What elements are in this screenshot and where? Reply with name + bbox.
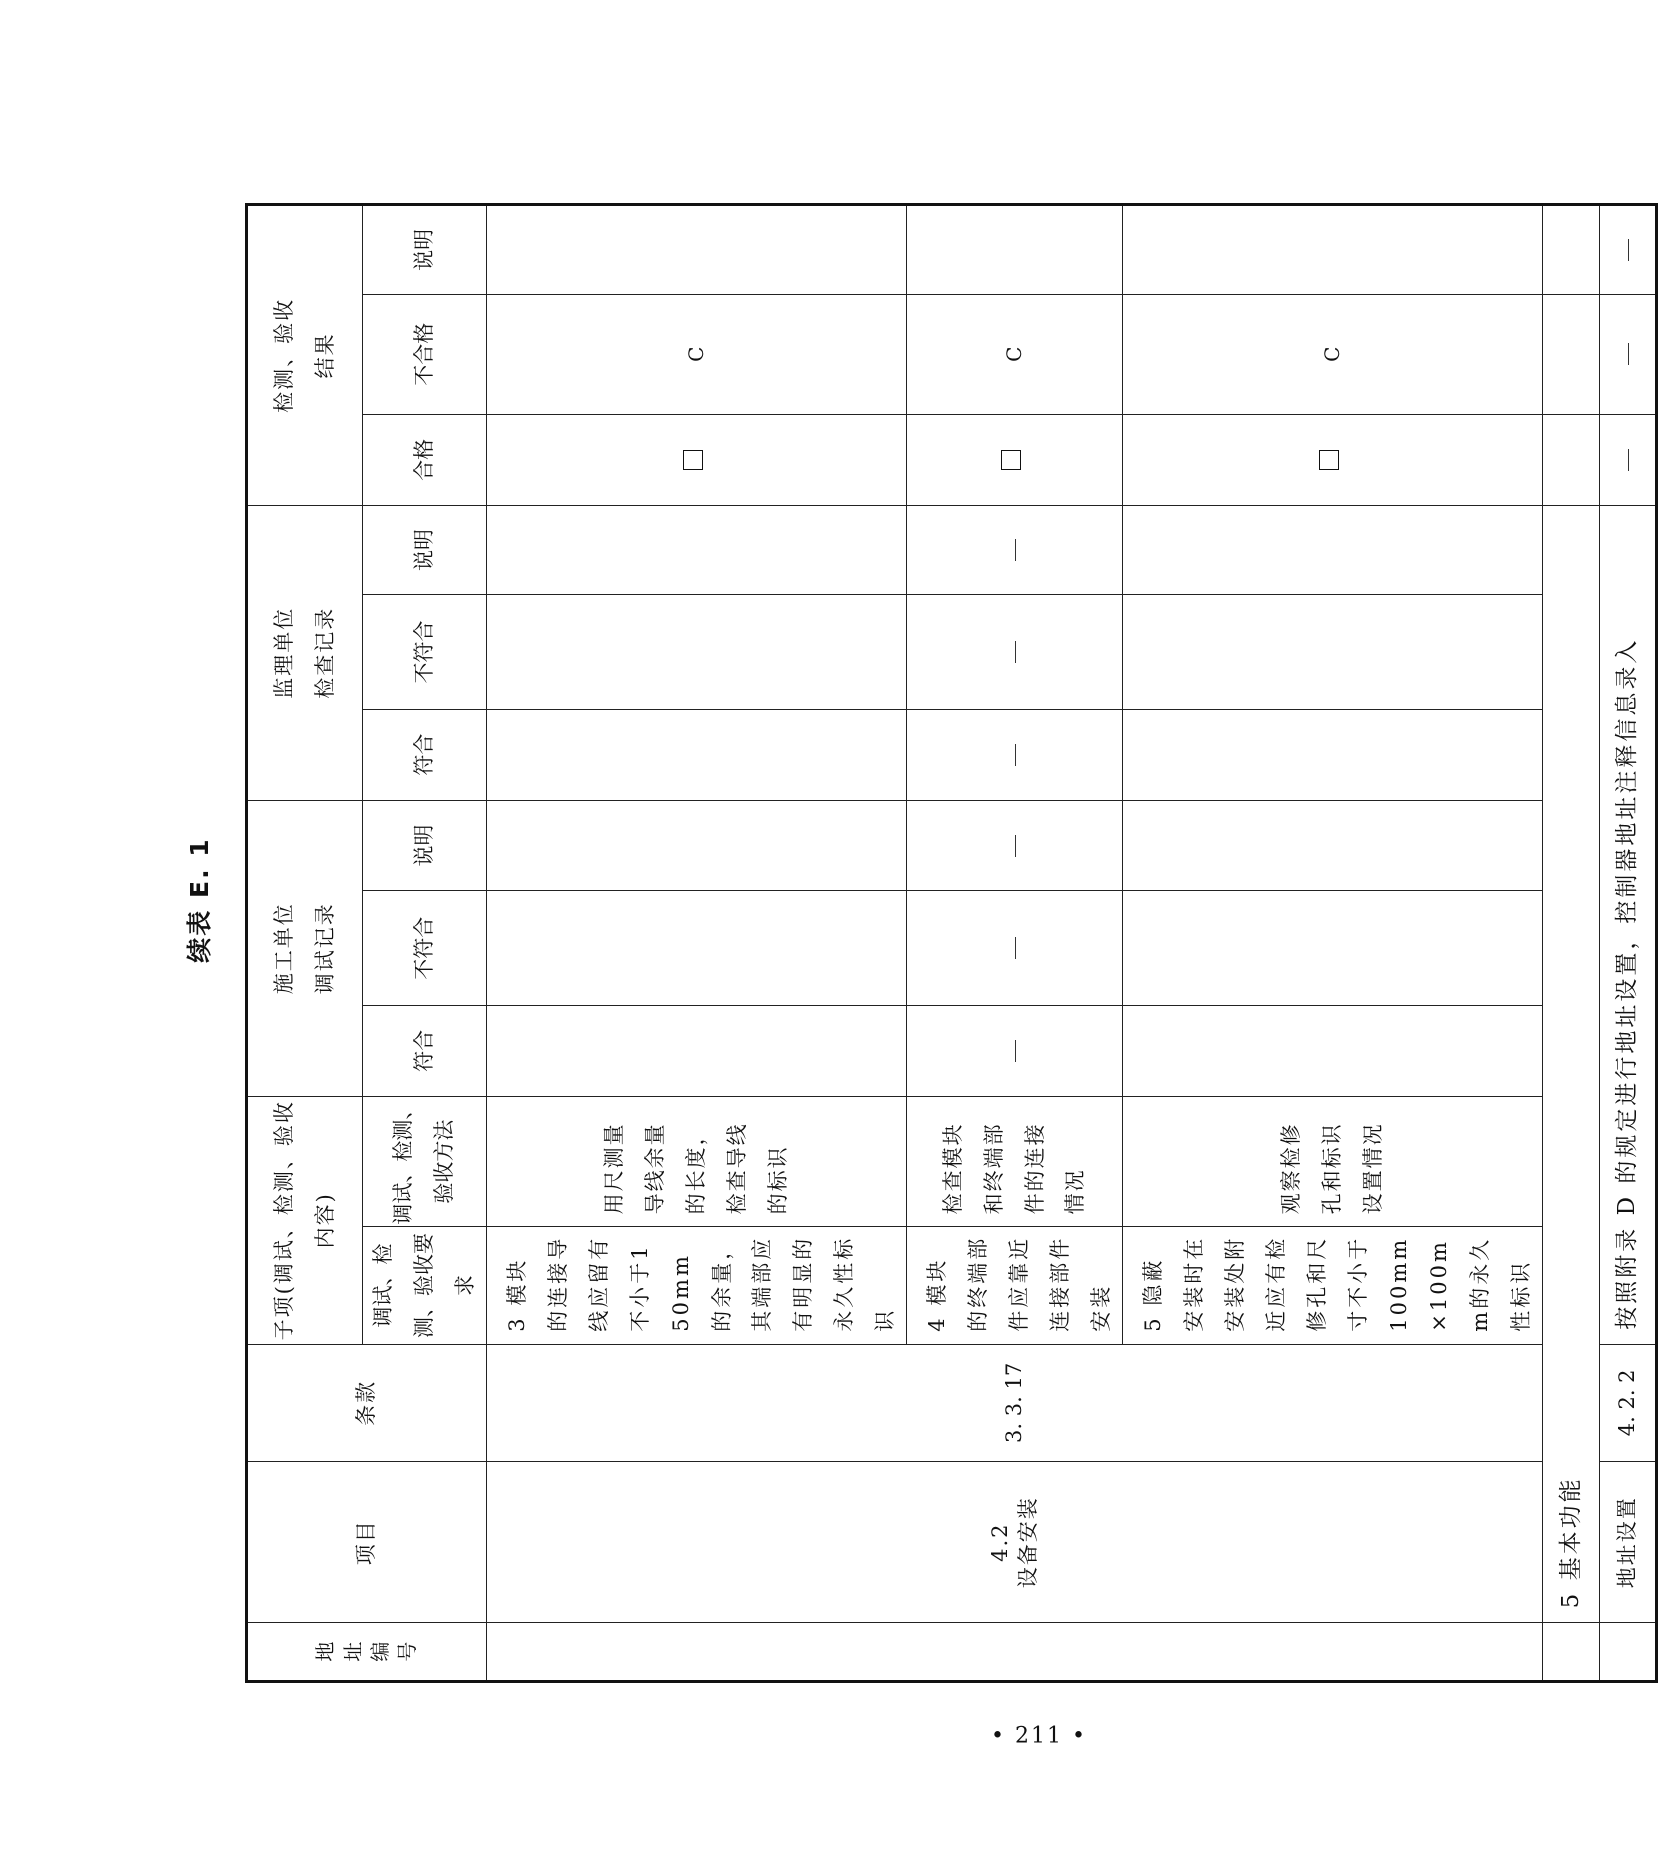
address-no-cell [486,1623,1542,1682]
clause-cell: 4. 2. 2 [1600,1344,1657,1461]
result-note-cell[interactable] [1122,205,1542,295]
result-mark: C [684,346,709,362]
clause-cell: 3. 3. 17 [486,1344,1542,1461]
result-note-cell[interactable] [486,205,906,295]
header-method: 调试、检测、验收方法 [363,1096,487,1227]
result-fail-cell [907,294,1123,414]
result-mark: C [1002,346,1027,362]
header-address-no: 地 址 编 号 [247,1623,487,1682]
construction-note-cell[interactable] [907,800,1123,891]
header-note: 说明 [363,800,487,891]
section-heading: 5 基本功能 [1543,505,1600,1623]
table-row [486,205,906,1682]
header-nonconform: 不符合 [363,891,487,1005]
result-pass-cell[interactable] [1122,414,1542,505]
project-cell: 地址设置 [1600,1462,1657,1623]
construction-conform-cell[interactable] [1122,1005,1542,1096]
inspection-table-sheet [245,203,1641,1683]
construction-nonconform-cell[interactable] [1122,891,1542,1005]
method-cell: 用尺测量导线余量的长度，检查导线的标识 [486,1096,906,1227]
supervision-note-cell[interactable] [907,505,1123,594]
supervision-note-cell[interactable] [486,505,906,594]
requirement-cell: 3 模块的连接导线应留有不小于150mm的余量，其端部应有明显的永久性标识 [486,1227,906,1344]
result-fail-cell [486,294,906,414]
result-pass-cell[interactable] [486,414,906,505]
construction-nonconform-cell[interactable] [907,891,1123,1005]
dash-icon [1015,1040,1016,1062]
header-note: 说明 [363,505,487,594]
supervision-conform-cell[interactable] [1122,709,1542,800]
checkbox-icon[interactable] [1001,450,1021,470]
requirement-cell: 5 隐蔽安装时在安装处附近应有检修孔和尺寸不小于100mm×100mm的永久性标识 [1122,1227,1542,1344]
address-setting-text: 按照附录 D 的规定进行地址设置，控制器地址注释信息录入 [1600,505,1657,1344]
construction-conform-cell[interactable] [486,1005,906,1096]
dash-icon [1628,239,1629,261]
construction-nonconform-cell[interactable] [486,891,906,1005]
header-pass: 合格 [363,414,487,505]
result-fail-cell [1600,294,1657,414]
result-note-cell[interactable] [907,205,1123,295]
header-fail: 不合格 [363,294,487,414]
page-number: • 211 • [991,1723,1087,1749]
header-subitem: 子项(调试、检测、验收内容) [247,1096,363,1344]
inspection-table [245,203,1658,1683]
header-supervision: 监理单位 检查记录 [247,505,363,800]
page-title: 续表 E. 1 [185,837,214,963]
dash-icon [1015,835,1016,857]
supervision-nonconform-cell[interactable] [486,595,906,709]
address-no-cell [1543,1623,1600,1682]
supervision-nonconform-cell[interactable] [907,595,1123,709]
header-result: 检测、验收 结果 [247,205,363,506]
header-construction: 施工单位 调试记录 [247,800,363,1096]
dash-icon [1628,449,1629,471]
dash-icon [1015,744,1016,766]
table-row [1543,205,1600,1682]
supervision-conform-cell[interactable] [486,709,906,800]
dash-icon [1015,937,1016,959]
header-nonconform: 不符合 [363,595,487,709]
method-cell: 检查模块和终端部件的连接情况 [907,1096,1123,1227]
result-pass-cell [1600,414,1657,505]
construction-note-cell[interactable] [486,800,906,891]
dash-icon [1015,641,1016,663]
header-requirements: 调试、检测、验收要求 [363,1227,487,1344]
construction-note-cell[interactable] [1122,800,1542,891]
result-mark: C [1320,346,1345,362]
header-clause: 条款 [247,1344,487,1461]
header-note: 说明 [363,205,487,295]
checkbox-icon[interactable] [683,450,703,470]
dash-icon [1628,343,1629,365]
supervision-note-cell[interactable] [1122,505,1542,594]
header-conform: 符合 [363,1005,487,1096]
method-cell: 观察检修孔和标识设置情况 [1122,1096,1542,1227]
result-fail-cell [1543,294,1600,414]
requirement-cell: 4 模块的终端部件应靠近连接部件安装 [907,1227,1123,1344]
result-note-cell [1600,205,1657,295]
dash-icon [1015,539,1016,561]
result-pass-cell [1543,414,1600,505]
result-pass-cell[interactable] [907,414,1123,505]
address-no-cell [1600,1623,1657,1682]
result-note-cell [1543,205,1600,295]
table-row [1600,205,1657,1682]
construction-conform-cell[interactable] [907,1005,1123,1096]
header-conform: 符合 [363,709,487,800]
checkbox-icon[interactable] [1319,450,1339,470]
project-cell: 4.2 设备安装 [486,1462,1542,1623]
header-project: 项目 [247,1462,487,1623]
result-fail-cell [1122,294,1542,414]
supervision-nonconform-cell[interactable] [1122,595,1542,709]
supervision-conform-cell[interactable] [907,709,1123,800]
